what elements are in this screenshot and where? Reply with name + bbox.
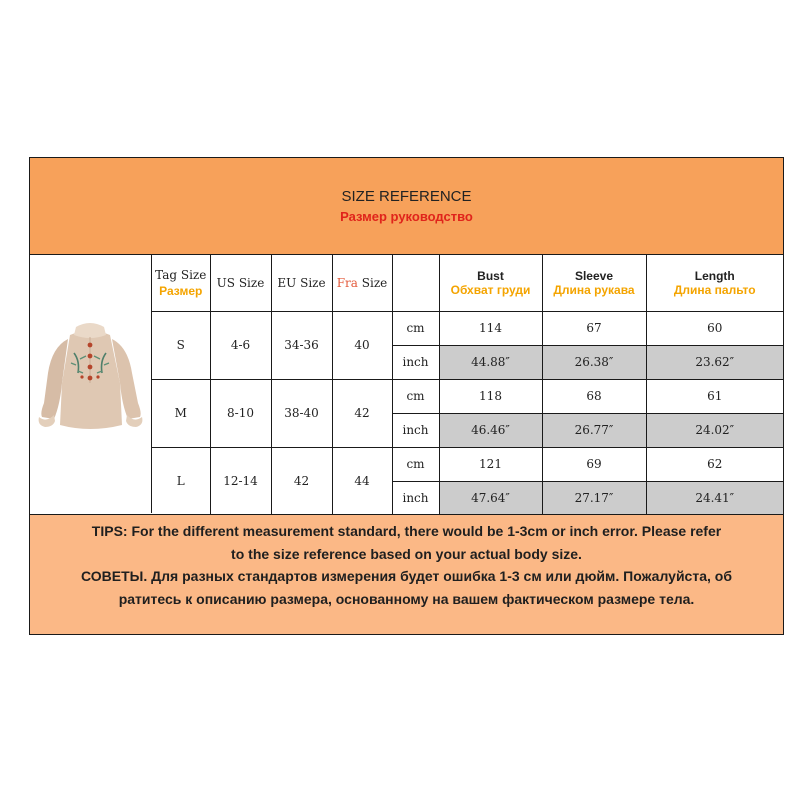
bust-cm-cell: 118 [439, 379, 542, 413]
tag-size-header [152, 255, 210, 311]
size-reference-subtitle: Размер руководство [340, 209, 473, 224]
sleeve-cm-cell: 68 [542, 379, 646, 413]
length-inch-cell: 23.62″ [646, 345, 783, 379]
eu-size-cell: 38-40 [271, 379, 332, 447]
tag-size-label-ru: Размер [159, 283, 203, 298]
eu-size-cell: 34-36 [271, 311, 332, 379]
blouse-photo-icon [30, 255, 151, 513]
tips-line-ru-2: ратитесь к описанию размера, основанному на вашем фактическом размере тела. [118, 590, 695, 607]
bust-inch-cell: 44.88″ [439, 345, 542, 379]
tips-line-ru-1: СОВЕТЫ. Для разных стандартов измерения будет ошибка 1-3 см или дюйм. Пожалуйста, об [81, 568, 732, 584]
bust-label-ru: Обхват груди [450, 282, 531, 297]
unit-cm-cell: cm [392, 379, 439, 413]
size-table [152, 255, 783, 516]
unit-inch-cell: inch [392, 345, 439, 379]
length-label: Length [694, 268, 735, 283]
length-cm-cell: 60 [646, 311, 783, 345]
tips-line-en-2: to the size reference based on your actual body size. [231, 545, 582, 562]
sleeve-label-ru: Длина рукава [553, 282, 635, 297]
fra-size-label: Size [361, 275, 388, 290]
unit-cm-cell: cm [392, 311, 439, 345]
bust-label: Bust [477, 268, 504, 283]
length-label-ru: Длина пальто [673, 282, 756, 297]
fra-size-cell: 44 [332, 447, 392, 515]
bust-cm-cell: 121 [439, 447, 542, 481]
sleeve-header [542, 255, 646, 311]
size-chart [29, 157, 784, 635]
fra-size-header [332, 255, 392, 311]
product-photo-cell [30, 255, 152, 513]
sleeve-inch-cell: 26.38″ [542, 345, 646, 379]
table-header-row [152, 255, 783, 311]
tips-panel [30, 514, 783, 634]
bust-inch-cell: 46.46″ [439, 413, 542, 447]
sleeve-label: Sleeve [574, 268, 614, 283]
length-inch-cell: 24.41″ [646, 481, 783, 515]
table-row [152, 447, 783, 481]
table-row [152, 311, 783, 345]
unit-cm-cell: cm [392, 447, 439, 481]
sleeve-cm-cell: 67 [542, 311, 646, 345]
fra-size-cell: 40 [332, 311, 392, 379]
us-size-cell: 12-14 [210, 447, 271, 515]
size-reference-title: SIZE REFERENCE [341, 188, 472, 205]
tag-size-cell: S [152, 311, 210, 379]
length-cm-cell: 61 [646, 379, 783, 413]
bust-inch-cell: 47.64″ [439, 481, 542, 515]
tag-size-label: Tag Size [155, 267, 207, 282]
length-cm-cell: 62 [646, 447, 783, 481]
sleeve-cm-cell: 69 [542, 447, 646, 481]
bust-header [439, 255, 542, 311]
tag-size-cell: M [152, 379, 210, 447]
fra-size-cell: 42 [332, 379, 392, 447]
fra-label: Fra [336, 275, 358, 290]
unit-inch-cell: inch [392, 481, 439, 515]
size-chart-header [30, 158, 783, 255]
sleeve-inch-cell: 26.77″ [542, 413, 646, 447]
us-size-header: US Size [210, 255, 271, 311]
bust-cm-cell: 114 [439, 311, 542, 345]
us-size-cell: 8-10 [210, 379, 271, 447]
unit-inch-cell: inch [392, 413, 439, 447]
sleeve-inch-cell: 27.17″ [542, 481, 646, 515]
length-header [646, 255, 783, 311]
us-size-cell: 4-6 [210, 311, 271, 379]
eu-size-cell: 42 [271, 447, 332, 515]
eu-size-header: EU Size [271, 255, 332, 311]
unit-header [392, 255, 439, 311]
table-row [152, 379, 783, 413]
tips-line-en-1: TIPS: For the different measurement standard, there would be 1-3cm or inch error. Please refer [91, 523, 722, 539]
tag-size-cell: L [152, 447, 210, 515]
length-inch-cell: 24.02″ [646, 413, 783, 447]
